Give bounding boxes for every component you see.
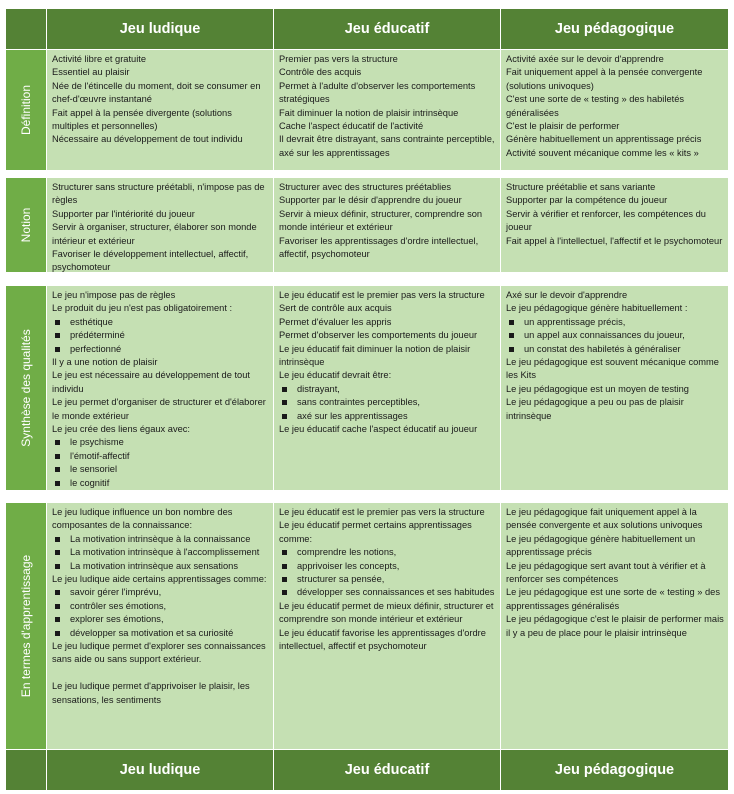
list-item: Le jeu pédagogique est un moyen de testing (506, 383, 689, 394)
list-item: Supporter par l'intériorité du joueur (52, 208, 195, 219)
bullet-item: développer ses connaissances et ses habitudes (279, 586, 496, 599)
bullet-item: le cognitif (52, 477, 269, 490)
list-item: Le jeu est nécessaire au développement de tout individu (52, 370, 250, 394)
bullet-item: distrayant, (279, 383, 496, 396)
cell-list (279, 506, 496, 653)
cell-list (506, 53, 724, 160)
list-item: Le jeu ludique aide certains apprentissages comme: (52, 574, 267, 585)
list-item: Sert de contrôle aux acquis (279, 303, 392, 314)
bullet-item: un appel aux connaissances du joueur, (506, 329, 724, 342)
list-item: Le jeu crée des liens égaux avec: (52, 424, 190, 435)
list-item: Le jeu n'impose pas de règles (52, 290, 176, 300)
row-notion (6, 178, 728, 272)
list-item: C'est une sorte de « testing » des habiletés généralisées (506, 94, 685, 118)
list-item: Fait uniquement appel à la pensée convergente (solutions univoques) (506, 67, 703, 91)
bullet-item: perfectionné (52, 343, 269, 356)
list-item: Favoriser le développement intellectuel, affectif, psychomoteur (52, 249, 249, 272)
footer-jeu-ludique: Jeu ludique (46, 750, 273, 790)
cell-jeu-educatif (273, 286, 500, 490)
list-item: Fait appel à l'intellectuel, l'affectif et le psychomoteur (506, 235, 723, 246)
row-definition (6, 50, 728, 170)
row-label (6, 178, 46, 272)
cell-jeu-educatif (273, 50, 500, 170)
list-item: Le jeu permet d'organiser de structurer et d'élaborer le monde extérieur (52, 397, 266, 421)
bullet-item: structurer sa pensée, (279, 573, 496, 586)
footer-corner (6, 750, 46, 790)
footer-jeu-pedagogique: Jeu pédagogique (500, 750, 728, 790)
cell-list (506, 289, 724, 423)
list-item: Structurer avec des structures préétablies (279, 182, 452, 192)
list-item: Contrôle des acquis (279, 67, 362, 78)
list-item: Fait appel à la pensée divergente (solutions multiples et personnelles) (52, 107, 232, 132)
list-item: Favoriser les apprentissages d'ordre intellectuel, affectif, psychomoteur (279, 235, 479, 260)
bullet-item: un apprentissage précis, (506, 316, 724, 329)
cell-list (52, 506, 269, 707)
list-item: Le jeu pédagogique est une sorte de « testing » des apprentissages généralisés (506, 587, 720, 611)
list-item: Le jeu éducatif devrait être: (279, 370, 392, 381)
list-item: Activité libre et gratuite (52, 54, 147, 64)
list-item: Le jeu pédagogique c'est le plaisir de performer mais il y a peu de place pour le plaisir intrinsèque (506, 614, 724, 638)
list-item: Axé sur le devoir d'apprendre (506, 290, 628, 300)
bullet-item: La motivation intrinsèque aux sensations (52, 560, 269, 573)
list-item: Le jeu pédagogique génère habituellement un apprentissage précis (506, 533, 696, 558)
list-item: Le jeu éducatif permet certains apprentissages comme: (279, 520, 472, 544)
header-jeu-educatif: Jeu éducatif (273, 9, 500, 49)
list-item: Le jeu pédagogique est souvent mécanique comme les Kits (506, 357, 719, 381)
row-label (6, 50, 46, 170)
list-item: C'est le plaisir de performer (506, 121, 620, 132)
bullet-item: apprivoiser les concepts, (279, 560, 496, 573)
cell-jeu-ludique (46, 50, 273, 170)
bullet-item: sans contraintes perceptibles, (279, 396, 496, 409)
cell-list (52, 181, 269, 272)
bullet-item: esthétique (52, 316, 269, 329)
list-item: Fait diminuer la notion de plaisir intrinsèque (279, 107, 459, 118)
cell-jeu-educatif (273, 503, 500, 749)
cell-list (279, 53, 496, 160)
list-item: Le jeu pédagogique fait uniquement appel à la pensée convergente et aux solutions univoques (506, 507, 703, 531)
footer-row (6, 750, 728, 790)
list-item: Il devrait être distrayant, sans contrainte perceptible, axé sur les apprentissages (279, 134, 495, 158)
header-corner (6, 9, 46, 49)
bullet-item: axé sur les apprentissages (279, 410, 496, 423)
list-item: Le jeu éducatif est le premier pas vers la structure (279, 507, 485, 517)
row-synthese-qualites (6, 286, 728, 490)
header-jeu-ludique: Jeu ludique (46, 9, 273, 49)
cell-list (506, 181, 724, 248)
cell-list (506, 506, 724, 640)
list-item: Née de l'étincelle du moment, doit se consumer en chef-d'œuvre instantané (52, 80, 261, 105)
spacer (52, 667, 269, 680)
bullet-item: le sensoriel (52, 463, 269, 476)
list-item: Servir à mieux définir, structurer, comprendre son monde intérieur et extérieur (279, 208, 483, 233)
list-item: Structure préétablie et sans variante (506, 182, 656, 192)
row-label-text: Synthèse des qualités (19, 329, 33, 447)
bullet-item: un constat des habiletés à généraliser (506, 343, 724, 356)
cell-jeu-ludique (46, 503, 273, 749)
header-jeu-pedagogique: Jeu pédagogique (500, 9, 728, 49)
row-label (6, 503, 46, 749)
list-item: Le jeu pédagogique génère habituellement : (506, 303, 688, 314)
list-item: Essentiel au plaisir (52, 67, 130, 78)
cell-jeu-pedagogique (500, 178, 728, 272)
list-item: Le jeu éducatif permet de mieux définir, structurer et comprendre son monde intérieur et extérieur (279, 600, 494, 625)
list-item: Le jeu éducatif fait diminuer la notion de plaisir intrinsèque (279, 343, 471, 368)
row-label-text: Définition (19, 84, 33, 136)
list-item: Activité souvent mécanique comme les « kits » (506, 147, 699, 158)
list-item: Servir à organiser, structurer, élaborer son monde intérieur et extérieur (52, 222, 257, 246)
list-item: Servir à vérifier et renforcer, les compétences du joueur (506, 208, 706, 233)
row-label (6, 286, 46, 490)
cell-list (52, 289, 269, 490)
list-item: Le jeu éducatif favorise les apprentissages d'ordre intellectuel, affectif et psychomoteur (279, 627, 486, 652)
cell-jeu-educatif (273, 178, 500, 272)
list-item: Il y a une notion de plaisir (52, 357, 158, 368)
list-item: Le jeu ludique influence un bon nombre des composantes de la connaissance: (52, 507, 233, 531)
bullet-item: contrôler ses émotions, (52, 600, 269, 613)
cell-jeu-pedagogique (500, 50, 728, 170)
list-item: Le jeu éducatif est le premier pas vers la structure (279, 290, 485, 300)
bullet-item: le psychisme (52, 436, 269, 449)
cell-list (279, 181, 496, 261)
cell-list (279, 289, 496, 436)
bullet-item: développer sa motivation et sa curiosité (52, 627, 269, 640)
footer-jeu-educatif: Jeu éducatif (273, 750, 500, 790)
row-label-text: En termes d'apprentissage (19, 554, 33, 698)
list-item: Le jeu ludique permet d'apprivoiser le plaisir, les sensations, les sentiments (52, 681, 250, 705)
list-item: Le jeu éducatif cache l'aspect éducatif au joueur (279, 424, 478, 435)
bullet-item: l'émotif-affectif (52, 450, 269, 463)
list-item: Le produit du jeu n'est pas obligatoirement : (52, 303, 233, 314)
row-apprentissage (6, 503, 728, 749)
cell-jeu-ludique (46, 178, 273, 272)
list-item: Permet à l'adulte d'observer les comportements stratégiques (279, 80, 476, 105)
list-item: Permet d'observer les comportements du joueur (279, 330, 478, 341)
cell-jeu-ludique (46, 286, 273, 490)
row-label-text: Notion (19, 207, 33, 243)
list-item: Le jeu ludique permet d'explorer ses connaissances sans aide ou sans support extérieur. (52, 641, 266, 665)
bullet-item: savoir gérer l'imprévu, (52, 586, 269, 599)
bullet-item: explorer ses émotions, (52, 613, 269, 626)
bullet-item: prédéterminé (52, 329, 269, 342)
list-item: Le jeu pédagogique sert avant tout à vérifier et à renforcer ses compétences (506, 560, 706, 585)
list-item: Activité axée sur le devoir d'apprendre (506, 54, 664, 64)
list-item: Premier pas vers la structure (279, 54, 398, 64)
list-item: Supporter par la compétence du joueur (506, 195, 668, 206)
cell-list (52, 53, 269, 147)
list-item: Cache l'aspect éducatif de l'activité (279, 121, 424, 132)
header-row (6, 9, 728, 49)
bullet-item: La motivation intrinsèque à l'accomplissement (52, 546, 269, 559)
bullet-item: comprendre les notions, (279, 546, 496, 559)
cell-jeu-pedagogique (500, 286, 728, 490)
list-item: Permet d'évaluer les appris (279, 316, 392, 327)
list-item: Le jeu pédagogique a peu ou pas de plaisir intrinsèque (506, 397, 684, 421)
list-item: Génère habituellement un apprentissage précis (506, 134, 702, 145)
list-item: Structurer sans structure préétabli, n'impose pas de règles (52, 182, 265, 206)
cell-jeu-pedagogique (500, 503, 728, 749)
list-item: Supporter par le désir d'apprendre du joueur (279, 195, 462, 206)
list-item: Nécessaire au développement de tout individu (52, 134, 243, 145)
bullet-item: La motivation intrinsèque à la connaissance (52, 533, 269, 546)
